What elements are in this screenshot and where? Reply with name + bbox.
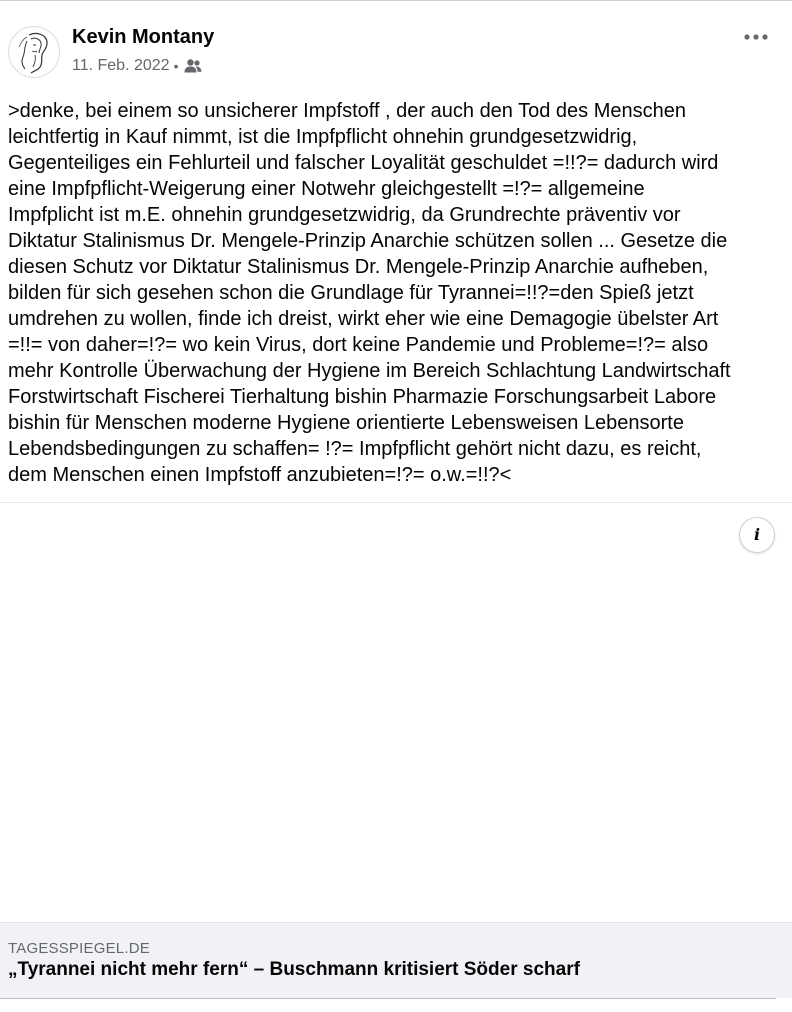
info-icon: i: [753, 525, 761, 544]
friends-icon: [184, 58, 202, 74]
post-date[interactable]: 11. Feb. 2022: [72, 57, 170, 74]
author-name[interactable]: Kevin Montany: [72, 26, 215, 48]
link-preview[interactable]: [0, 922, 792, 998]
post-meta: [72, 56, 202, 76]
avatar-sketch-icon: [9, 27, 59, 77]
bottom-divider: [0, 998, 776, 999]
post-header: [0, 0, 792, 90]
more-options-button[interactable]: [740, 26, 772, 48]
link-title[interactable]: „Tyrannei nicht mehr fern“ – Buschmann kritisiert Söder scharf: [8, 959, 580, 980]
media-placeholder[interactable]: [0, 503, 792, 922]
post-text: >denke, bei einem so unsicherer Impfstoff , der auch den Tod des Menschen leichtfertig in Kauf nimmt, ist die Impfpflicht ohnehin grundgesetzwidrig, Gegenteiliges ein Fehlurteil und falscher Loyalität geschuldet =!!?= dadurch wird eine Impfpflicht-Weigerung einer Notwehr gleichgestellt =!?= allgemeine Impfplicht ist m.E. ohnehin grundgesetzwidrig, da Grundrechte präventiv vor Diktatur Stalinismus Dr. Mengele-Prinzip Anarchie schützen sollen ... Gesetze die diesen Schutz vor Diktatur Stalinismus Dr. Mengele-Prinzip Anarchie aufheben, bilden für sich gesehen schon die Grundlage für Tyrannei=!!?=den Spieß jetzt umdrehen zu wollen, finde ich dreist, wirkt eher wie eine Demagogie übelster Art =!!= von daher=!?= wo kein Virus, dort keine Pandemie und Probleme=!?= also mehr Kontrolle Überwachung der Hygiene im Bereich Schlachtung Landwirtschaft Forstwirtschaft Fischerei Tierhaltung bishin Pharmazie Forschungsarbeit Labore bishin für Menschen moderne Hygiene orientierte Lebensweisen Lebensorte Lebendsbedingungen zu schaffen= !?= Impfpflicht gehört nicht dazu, es reicht, dem Menschen einen Impfstoff anzubieten=!?= o.w.=!!?<: [8, 100, 731, 486]
avatar[interactable]: [8, 26, 60, 78]
link-domain: TAGESSPIEGEL.DE: [8, 940, 150, 957]
meta-separator: •: [173, 58, 179, 74]
info-button[interactable]: [739, 517, 775, 553]
more-options-icon: [744, 34, 768, 40]
